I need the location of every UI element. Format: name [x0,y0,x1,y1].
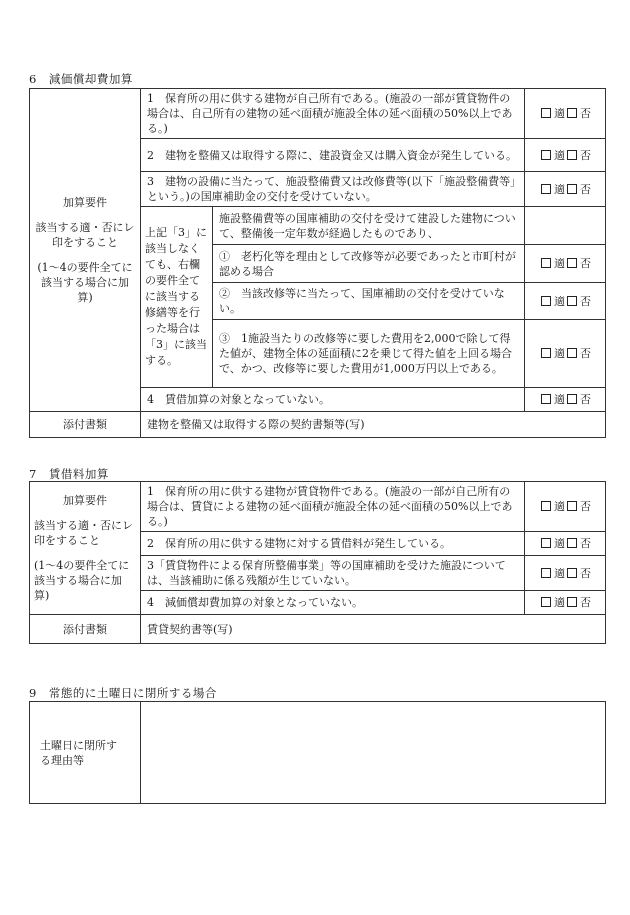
s6-sub-intro: 施設整備費等の国庫補助の交付を受けて建設した建物について、整備後一定年数が経過したものであり、 [213,207,525,245]
section-6-table [29,88,606,438]
s6-sub-item-1: ① 老朽化等を理由として改修等が必要であったと市町村が認める場合 [213,245,525,283]
section-7-title: 7 賃借料加算 [29,467,109,481]
checkbox-icon[interactable] [541,394,551,404]
s6-requirement-note: (1～4の要件全てに該当する場合に加算) [37,261,133,304]
s9-reason-field[interactable] [141,702,606,804]
s6-req-label: 加算要件 [63,196,107,209]
s6-item-4: 4 賃借加算の対象となっていない。 [141,388,525,412]
s7-item-2: 2 保育所の用に供する建物に対する賃借料が発生している。 [141,532,525,556]
section-9-title: 9 常態的に土曜日に閉所する場合 [29,686,217,700]
section-6-title: 6 減価償却費加算 [29,72,133,86]
checkbox-icon[interactable] [567,108,577,118]
checkbox-icon[interactable] [567,184,577,194]
checkbox-icon[interactable] [541,108,551,118]
s7-item-3: 3「賃貸物件による保育所整備事業」等の国庫補助を受けた施設については、当該補助に係る残額が生じていない。 [141,556,525,591]
checkbox-icon[interactable] [567,501,577,511]
s7-item-3-check[interactable]: 適 否 [525,556,606,591]
checkbox-icon[interactable] [541,150,551,160]
checkbox-icon[interactable] [567,296,577,306]
s6-sub-item-3-check[interactable]: 適 否 [525,320,606,388]
s6-sub-note: 上記「3」に該当しなくても、右欄の要件全てに該当する修繕等を行った場合は「3」に該当する。 [141,207,213,388]
s6-sub-item-1-check[interactable]: 適 否 [525,245,606,283]
s6-item-3-check[interactable]: 適 否 [525,172,606,207]
s6-item-4-check[interactable]: 適 否 [525,388,606,412]
s6-item-1-check[interactable]: 適 否 [525,89,606,139]
s7-requirements-cell [30,482,141,615]
s6-item-2: 2 建物を整備又は取得する際に、建設資金又は購入資金が発生している。 [141,139,525,172]
s6-item-3: 3 建物の設備に当たって、施設整備費又は改修費等(以下「施設整備費等」という。)の国庫補助金の交付を受けていない。 [141,172,525,207]
s7-item-1-check[interactable]: 適 否 [525,482,606,532]
s7-item-4: 4 減価償却費加算の対象となっていない。 [141,591,525,615]
checkbox-icon[interactable] [567,597,577,607]
checkbox-icon[interactable] [567,150,577,160]
section-7-table [29,481,606,644]
section-9-table [29,701,606,804]
s6-item-1: 1 保育所の用に供する建物が自己所有である。(施設の一部が賃貸物件の場合は、自己所有の建物の延べ面積が施設全体の延べ面積の50%以上である。) [141,89,525,139]
s7-requirement-note: (1～4の要件全てに該当する場合に加算) [34,559,130,602]
s7-item-2-check[interactable]: 適 否 [525,532,606,556]
s6-attachment-label: 添付書類 [30,412,141,438]
s7-attachment-label: 添付書類 [30,615,141,644]
s7-req-label: 加算要件 [63,494,107,507]
checkbox-icon[interactable] [567,538,577,548]
checkbox-icon[interactable] [541,258,551,268]
s6-requirements-cell [30,89,141,412]
s6-instruction: 該当する適・否にレ印をすること [35,221,135,249]
checkbox-icon[interactable] [567,394,577,404]
s6-sub-item-2-check[interactable]: 適 否 [525,283,606,320]
s7-item-4-check[interactable]: 適 否 [525,591,606,615]
s9-reason-label: 土曜日に閉所する理由等 [30,702,141,804]
checkbox-icon[interactable] [541,184,551,194]
checkbox-icon[interactable] [567,258,577,268]
s6-sub-item-2: ② 当該改修等に当たって、国庫補助の交付を受けていない。 [213,283,525,320]
s7-attachment-value: 賃貸契約書等(写) [141,615,606,644]
checkbox-icon[interactable] [541,538,551,548]
s7-item-1: 1 保育所の用に供する建物が賃貸物件である。(施設の一部が自己所有の場合は、賃貸による建物の延べ面積が施設全体の延べ面積の50%以上である。) [141,482,525,532]
checkbox-icon[interactable] [541,568,551,578]
checkbox-icon[interactable] [541,597,551,607]
checkbox-icon[interactable] [541,296,551,306]
checkbox-icon[interactable] [567,348,577,358]
s6-attachment-value: 建物を整備又は取得する際の契約書類等(写) [141,412,606,438]
checkbox-icon[interactable] [567,568,577,578]
s7-instruction: 該当する適・否にレ印をすること [34,519,133,547]
checkbox-icon[interactable] [541,501,551,511]
s6-item-2-check[interactable]: 適 否 [525,139,606,172]
s6-sub-item-3: ③ 1施設当たりの改修等に要した費用を2,000で除して得た値が、建物全体の延面積に2を乗じて得た値を上回る場合で、かつ、改修等に要した費用が1,000万円以上である。 [213,320,525,388]
checkbox-icon[interactable] [541,348,551,358]
s6-sub-intro-blank [525,207,606,245]
